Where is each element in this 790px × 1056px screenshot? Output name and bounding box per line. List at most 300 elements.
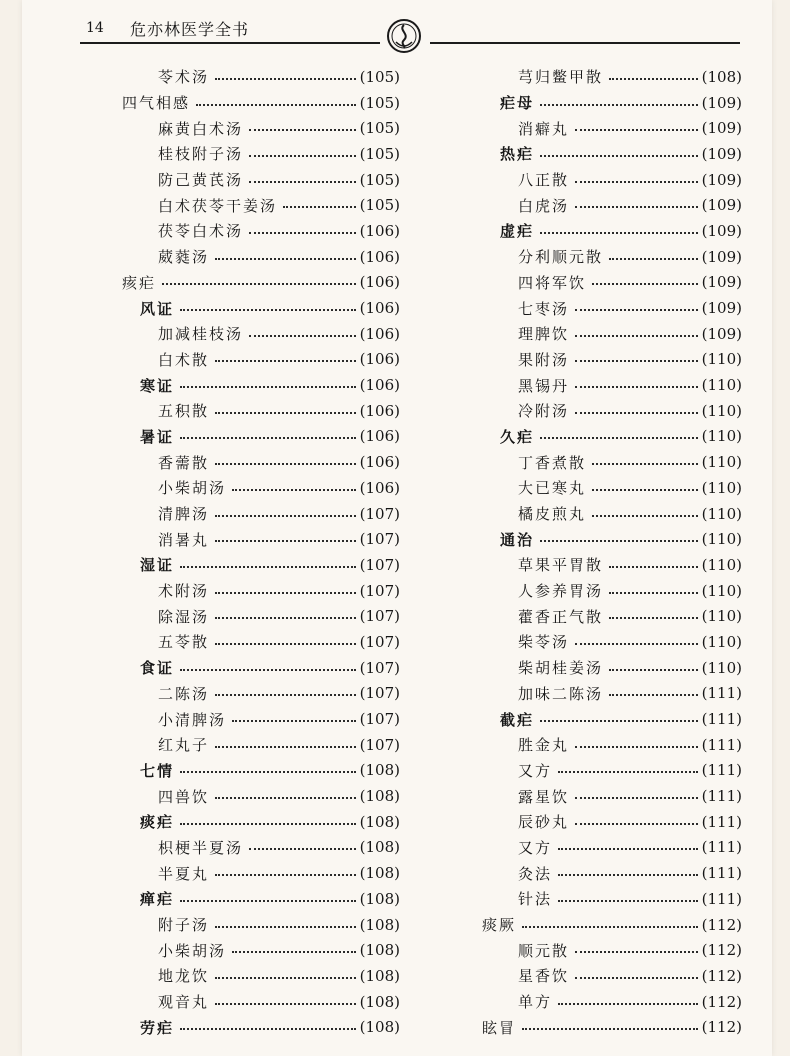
- toc-entry-title: 又方: [518, 838, 553, 857]
- toc-entry-page: (105): [359, 67, 400, 86]
- dot-leader: [215, 360, 356, 362]
- toc-entry-page: (110): [701, 350, 742, 369]
- toc-entry-page: (110): [701, 581, 742, 600]
- toc-entry: [462, 347, 742, 373]
- toc-entry-title: 冷附汤: [518, 402, 570, 421]
- toc-entry-title: 柴胡桂姜汤: [518, 659, 604, 678]
- toc-entry-title: 理脾饮: [518, 325, 570, 344]
- toc-entry-page: (110): [701, 478, 742, 497]
- toc-entry-page: (111): [701, 684, 742, 703]
- toc-entry-page: (106): [359, 221, 400, 240]
- toc-entry-page: (106): [359, 299, 400, 318]
- dot-leader: [232, 951, 356, 953]
- page-header: [80, 0, 740, 52]
- toc-entry: [102, 449, 400, 475]
- toc-entry: [462, 270, 742, 296]
- toc-entry-page: (108): [359, 966, 400, 985]
- dot-leader: [575, 206, 698, 208]
- dot-leader: [180, 386, 356, 388]
- toc-entry-page: (111): [701, 889, 742, 908]
- dot-leader: [215, 258, 356, 260]
- dot-leader: [215, 463, 356, 465]
- toc-entry: [102, 989, 400, 1015]
- toc-entry: [462, 655, 742, 681]
- toc-entry-page: (106): [359, 478, 400, 497]
- toc-entry-title: 七情: [140, 761, 175, 780]
- toc-entry: [462, 64, 742, 90]
- toc-entry: [102, 526, 400, 552]
- toc-entry-page: (109): [701, 196, 742, 215]
- toc-entry-title: 四兽饮: [158, 787, 210, 806]
- toc-entry: [102, 424, 400, 450]
- dot-leader: [522, 926, 698, 928]
- header-rule-left: [80, 42, 380, 44]
- toc-entry-title: 小清脾汤: [158, 710, 227, 729]
- toc-entry-page: (107): [359, 504, 400, 523]
- toc-entry-page: (108): [359, 761, 400, 780]
- dot-leader: [540, 104, 698, 106]
- dot-leader: [540, 437, 698, 439]
- toc-entry-title: 茯苓白术汤: [158, 222, 244, 241]
- dot-leader: [575, 129, 698, 131]
- dot-leader: [215, 694, 356, 696]
- toc-entry: [462, 167, 742, 193]
- toc-entry-page: (108): [359, 838, 400, 857]
- dot-leader: [232, 489, 356, 491]
- toc-entry: [102, 860, 400, 886]
- toc-entry: [462, 398, 742, 424]
- toc-entry-title: 小柴胡汤: [158, 941, 227, 960]
- toc-entry-title: 二陈汤: [158, 684, 210, 703]
- toc-entry: [462, 141, 742, 167]
- toc-entry-title: 地龙饮: [158, 967, 210, 986]
- toc-entry: [462, 475, 742, 501]
- dot-leader: [215, 540, 356, 542]
- dot-leader: [575, 951, 698, 953]
- toc-entry-title: 分利顺元散: [518, 248, 604, 267]
- toc-entry-page: (109): [701, 170, 742, 189]
- toc-entry-title: 星香饮: [518, 967, 570, 986]
- toc-entry-page: (111): [701, 864, 742, 883]
- toc-entry-title: 观音丸: [158, 993, 210, 1012]
- dot-leader: [592, 283, 698, 285]
- dot-leader: [283, 206, 356, 208]
- book-title: 危亦林医学全书: [130, 20, 250, 39]
- toc-entry-title: 术附汤: [158, 582, 210, 601]
- toc-entry-title: 湿证: [140, 556, 175, 575]
- toc-entry-title: 红丸子: [158, 736, 210, 755]
- dot-leader: [609, 566, 698, 568]
- toc-entry: [102, 90, 400, 116]
- toc-entry-title: 藿香正气散: [518, 607, 604, 626]
- toc-entry-title: 白虎汤: [518, 196, 570, 215]
- toc-entry: [462, 295, 742, 321]
- toc-entry-page: (108): [359, 941, 400, 960]
- toc-entry-page: (110): [701, 453, 742, 472]
- toc-entry-page: (110): [701, 555, 742, 574]
- toc-entry-title: 露星饮: [518, 787, 570, 806]
- dot-leader: [180, 771, 356, 773]
- dot-leader: [180, 669, 356, 671]
- toc-entry-title: 加味二陈汤: [518, 684, 604, 703]
- toc-entry-title: 丁香煮散: [518, 453, 587, 472]
- toc-entry: [102, 912, 400, 938]
- toc-entry-title: 辰砂丸: [518, 813, 570, 832]
- dot-leader: [249, 335, 356, 337]
- toc-entry: [102, 937, 400, 963]
- toc-entry-title: 桂枝附子汤: [158, 145, 244, 164]
- dot-leader: [215, 977, 356, 979]
- toc-entry: [102, 192, 400, 218]
- toc-entry-page: (109): [701, 324, 742, 343]
- dot-leader: [249, 848, 356, 850]
- toc-entry: [102, 655, 400, 681]
- toc-entry: [462, 937, 742, 963]
- toc-entry-title: 苓术汤: [158, 68, 210, 87]
- dot-leader: [592, 463, 698, 465]
- toc-entry-page: (110): [701, 632, 742, 651]
- toc-entry-page: (108): [701, 67, 742, 86]
- toc-entry-title: 热疟: [500, 145, 535, 164]
- toc-entry: [102, 270, 400, 296]
- toc-entry: [462, 218, 742, 244]
- toc-entry-page: (111): [701, 787, 742, 806]
- toc-entry: [462, 629, 742, 655]
- toc-entry: [102, 578, 400, 604]
- toc-entry: [102, 218, 400, 244]
- dot-leader: [609, 258, 698, 260]
- dot-leader: [215, 1003, 356, 1005]
- toc-entry: [462, 732, 742, 758]
- toc-entry-title: 八正散: [518, 171, 570, 190]
- toc-entry-page: (105): [359, 119, 400, 138]
- toc-entry: [462, 912, 742, 938]
- toc-entry-page: (108): [359, 992, 400, 1011]
- dot-leader: [215, 412, 356, 414]
- toc-entry-title: 痰厥: [482, 916, 517, 935]
- toc-entry: [102, 347, 400, 373]
- toc-entry-page: (108): [359, 1018, 400, 1037]
- dot-leader: [215, 643, 356, 645]
- dot-leader: [215, 797, 356, 799]
- toc-entry: [102, 372, 400, 398]
- toc-entry: [102, 244, 400, 270]
- toc-entry-page: (105): [359, 144, 400, 163]
- dot-leader: [592, 489, 698, 491]
- toc-entry: [102, 681, 400, 707]
- toc-entry-page: (106): [359, 273, 400, 292]
- toc-entry-title: 单方: [518, 993, 553, 1012]
- toc-entry-page: (107): [359, 658, 400, 677]
- toc-entry: [102, 141, 400, 167]
- toc-entry-title: 香薷散: [158, 453, 210, 472]
- toc-entry: [102, 475, 400, 501]
- toc-entry-page: (111): [701, 761, 742, 780]
- dot-leader: [249, 181, 356, 183]
- header-rule-right: [430, 42, 740, 44]
- toc-entry-title: 清脾汤: [158, 505, 210, 524]
- toc-entry: [462, 372, 742, 398]
- toc-entry-page: (105): [359, 170, 400, 189]
- toc-entry-page: (111): [701, 812, 742, 831]
- dot-leader: [540, 232, 698, 234]
- toc-entry-title: 小柴胡汤: [158, 479, 227, 498]
- toc-entry-title: 寒证: [140, 376, 175, 395]
- toc-entry: [102, 783, 400, 809]
- dot-leader: [249, 129, 356, 131]
- toc-entry-page: (110): [701, 530, 742, 549]
- toc-entry-title: 虚疟: [500, 222, 535, 241]
- toc-entry-title: 消癖丸: [518, 119, 570, 138]
- toc-entry-title: 暑证: [140, 427, 175, 446]
- toc-entry-title: 劳疟: [140, 1018, 175, 1037]
- toc-entry-page: (109): [701, 273, 742, 292]
- toc-entry-title: 半夏丸: [158, 864, 210, 883]
- dot-leader: [575, 797, 698, 799]
- dot-leader: [162, 283, 356, 285]
- toc-entry: [462, 424, 742, 450]
- toc-entry-title: 黑锡丹: [518, 376, 570, 395]
- toc-entry-page: (112): [701, 915, 742, 934]
- toc-entry-title: 附子汤: [158, 916, 210, 935]
- toc-entry-page: (109): [701, 93, 742, 112]
- toc-entry: [102, 963, 400, 989]
- toc-entry-page: (110): [701, 504, 742, 523]
- toc-entry-title: 白术散: [158, 350, 210, 369]
- toc-entry: [102, 64, 400, 90]
- toc-entry-title: 五苓散: [158, 633, 210, 652]
- toc-entry-page: (106): [359, 350, 400, 369]
- dot-leader: [558, 848, 698, 850]
- dot-leader: [249, 232, 356, 234]
- toc-entry: [462, 963, 742, 989]
- toc-entry: [102, 732, 400, 758]
- toc-entry-title: 灸法: [518, 864, 553, 883]
- dot-leader: [232, 720, 356, 722]
- toc-entry: [462, 578, 742, 604]
- toc-entry: [102, 295, 400, 321]
- toc-entry-page: (111): [701, 710, 742, 729]
- toc-entry-page: (108): [359, 915, 400, 934]
- dot-leader: [558, 874, 698, 876]
- toc-entry: [462, 886, 742, 912]
- toc-entry: [462, 681, 742, 707]
- toc-entry-page: (105): [359, 93, 400, 112]
- toc-entry-page: (109): [701, 299, 742, 318]
- toc-entry: [102, 167, 400, 193]
- dot-leader: [575, 386, 698, 388]
- toc-entry-title: 瘅疟: [140, 890, 175, 909]
- toc-entry-page: (111): [701, 838, 742, 857]
- dot-leader: [575, 181, 698, 183]
- dot-leader: [558, 771, 698, 773]
- dot-leader: [249, 155, 356, 157]
- dot-leader: [215, 874, 356, 876]
- dot-leader: [575, 309, 698, 311]
- dot-leader: [215, 926, 356, 928]
- dot-leader: [540, 540, 698, 542]
- dot-leader: [558, 1003, 698, 1005]
- toc-entry: [462, 244, 742, 270]
- toc-left-column: [102, 64, 400, 1040]
- dot-leader: [575, 746, 698, 748]
- page-number: 14: [86, 20, 104, 36]
- toc-entry-page: (107): [359, 530, 400, 549]
- dot-leader: [575, 823, 698, 825]
- toc-entry: [462, 758, 742, 784]
- toc-entry-page: (107): [359, 555, 400, 574]
- toc-entry-title: 加减桂枝汤: [158, 325, 244, 344]
- dot-leader: [575, 335, 698, 337]
- toc-entry: [462, 989, 742, 1015]
- toc-entry-page: (109): [701, 221, 742, 240]
- toc-entry: [462, 783, 742, 809]
- toc-entry-page: (107): [359, 710, 400, 729]
- toc-entry: [462, 809, 742, 835]
- dot-leader: [558, 900, 698, 902]
- toc-entry-title: 防己黄芪汤: [158, 171, 244, 190]
- toc-entry-page: (107): [359, 684, 400, 703]
- toc-entry-page: (110): [701, 658, 742, 677]
- toc-entry: [102, 603, 400, 629]
- toc-entry-page: (107): [359, 581, 400, 600]
- toc-entry: [462, 192, 742, 218]
- toc-entry-page: (105): [359, 196, 400, 215]
- toc-entry-page: (109): [701, 119, 742, 138]
- dot-leader: [575, 977, 698, 979]
- toc-entry-title: 四将军饮: [518, 273, 587, 292]
- toc-entry: [102, 835, 400, 861]
- toc-entry: [462, 526, 742, 552]
- dot-leader: [609, 592, 698, 594]
- toc-entry-page: (111): [701, 735, 742, 754]
- toc-entry-page: (107): [359, 735, 400, 754]
- toc-entry-page: (106): [359, 427, 400, 446]
- toc-entry: [102, 809, 400, 835]
- toc-entry-title: 麻黄白术汤: [158, 119, 244, 138]
- toc-entry-title: 疟母: [500, 94, 535, 113]
- dot-leader: [215, 746, 356, 748]
- toc-entry: [462, 860, 742, 886]
- toc-entry-page: (112): [701, 1018, 742, 1037]
- dot-leader: [215, 617, 356, 619]
- dot-leader: [575, 412, 698, 414]
- dot-leader: [575, 360, 698, 362]
- dot-leader: [592, 515, 698, 517]
- toc-entry: [102, 115, 400, 141]
- dot-leader: [609, 669, 698, 671]
- toc-right-column: [462, 64, 742, 1040]
- toc-entry-page: (109): [701, 144, 742, 163]
- dot-leader: [609, 694, 698, 696]
- toc-entry-title: 柴苓汤: [518, 633, 570, 652]
- toc-entry-title: 截疟: [500, 710, 535, 729]
- toc-entry-page: (110): [701, 427, 742, 446]
- toc-entry-page: (112): [701, 941, 742, 960]
- toc-entry: [462, 706, 742, 732]
- dot-leader: [609, 78, 698, 80]
- toc-entry-title: 痎疟: [122, 273, 157, 292]
- dot-leader: [575, 643, 698, 645]
- dot-leader: [215, 592, 356, 594]
- toc-entry-title: 大已寒丸: [518, 479, 587, 498]
- dot-leader: [215, 515, 356, 517]
- toc-entry: [462, 449, 742, 475]
- toc-entry-page: (112): [701, 992, 742, 1011]
- dot-leader: [180, 1028, 356, 1030]
- dot-leader: [180, 566, 356, 568]
- toc-entry: [102, 706, 400, 732]
- toc-entry-page: (110): [701, 376, 742, 395]
- toc-entry-title: 针法: [518, 890, 553, 909]
- toc-entry: [102, 552, 400, 578]
- toc-entry-title: 白术茯苓干姜汤: [158, 196, 278, 215]
- seal-emblem-icon: [386, 18, 422, 54]
- dot-leader: [609, 617, 698, 619]
- toc-entry: [102, 1014, 400, 1040]
- toc-entry: [462, 321, 742, 347]
- dot-leader: [540, 720, 698, 722]
- toc-entry-page: (108): [359, 864, 400, 883]
- toc-entry-page: (106): [359, 401, 400, 420]
- toc-entry-title: 顺元散: [518, 941, 570, 960]
- toc-entry-page: (112): [701, 966, 742, 985]
- toc-entry-page: (106): [359, 324, 400, 343]
- toc-entry: [102, 886, 400, 912]
- toc-entry-title: 五积散: [158, 402, 210, 421]
- toc-entry: [462, 552, 742, 578]
- toc-entry-title: 通治: [500, 530, 535, 549]
- toc-entry-title: 芎归鳖甲散: [518, 68, 604, 87]
- toc-entry-title: 果附汤: [518, 350, 570, 369]
- toc-entry-title: 又方: [518, 761, 553, 780]
- toc-entry-page: (108): [359, 812, 400, 831]
- book-page: [22, 0, 772, 1056]
- toc-entry-title: 风证: [140, 299, 175, 318]
- toc-entry-title: 七枣汤: [518, 299, 570, 318]
- toc-entry: [102, 758, 400, 784]
- toc-entry-title: 久疟: [500, 427, 535, 446]
- toc-entry: [102, 321, 400, 347]
- toc-entry: [462, 115, 742, 141]
- toc-entry-page: (108): [359, 889, 400, 908]
- toc-entry: [102, 398, 400, 424]
- toc-entry-page: (107): [359, 632, 400, 651]
- dot-leader: [215, 78, 356, 80]
- toc-entry-page: (106): [359, 453, 400, 472]
- toc-entry-title: 人参养胃汤: [518, 582, 604, 601]
- dot-leader: [180, 900, 356, 902]
- toc-entry-title: 痰疟: [140, 813, 175, 832]
- toc-entry-page: (110): [701, 401, 742, 420]
- toc-entry-title: 四气相感: [122, 94, 191, 113]
- dot-leader: [180, 437, 356, 439]
- toc-entry-title: 橘皮煎丸: [518, 505, 587, 524]
- toc-entry-title: 除湿汤: [158, 607, 210, 626]
- dot-leader: [196, 104, 356, 106]
- toc-entry-title: 胜金丸: [518, 736, 570, 755]
- toc-entry-title: 枳梗半夏汤: [158, 838, 244, 857]
- toc-entry-title: 眩冒: [482, 1018, 517, 1037]
- toc-entry: [462, 1014, 742, 1040]
- toc-entry: [462, 835, 742, 861]
- dot-leader: [522, 1028, 698, 1030]
- dot-leader: [180, 309, 356, 311]
- toc-entry: [462, 603, 742, 629]
- toc-entry: [102, 501, 400, 527]
- toc-entry-page: (106): [359, 247, 400, 266]
- toc-entry-title: 食证: [140, 659, 175, 678]
